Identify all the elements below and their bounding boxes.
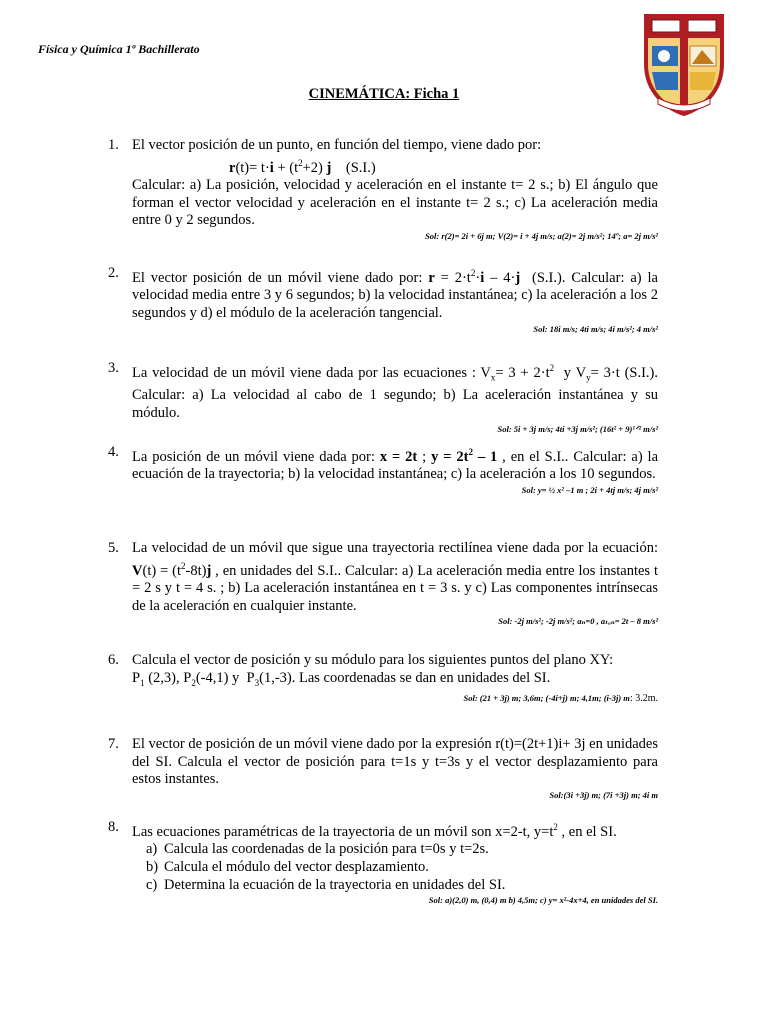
exercise-1 <box>108 137 658 242</box>
exercise-4 <box>108 444 658 496</box>
solution-extra: : 3.2m. <box>629 693 658 705</box>
solution: Sol: a)(2,0) m, (0,4) m b) 4,5m; c) y= x²-4x+4, en unidades del SI. <box>428 895 658 906</box>
solution: Sol: y= ½ x² –1 m ; 2i + 4tj m/s; 4j m/s² <box>521 485 658 496</box>
solution: Sol: 5i + 3j m/s; 4ti +3j m/s²; (16t² + 9)¹ᐟ² m/s² <box>497 423 658 434</box>
exercise-text: Calcular: a) La posición, velocidad y aceleración en el instante t= 2 s.; b) El ángulo que forman el vector velocidad y aceleración en el instante t= 2 s.; c) La aceleración media entre 0 y 2 segundos. <box>132 177 658 229</box>
exercise-number: 2. <box>108 265 119 281</box>
exercise-number: 1. <box>108 137 119 153</box>
exercise-text: El vector posición de un móvil viene dado por: $r = 2\cdot t^2\cdot i - 4\cdot j$ (S.I.). Calcular: a) la velocidad media entre 3 y 6 segundos; b) la velocidad instantánea; c) la aceleración a los 2 segundos y d) el módulo de la aceleración tangencial. Sol: 18i m/s; 4ti m/s; 4i m/s²; 4 m/s² <box>132 268 658 334</box>
solution-text: Sol: (21 + 3j) m; 3,6m; (-4i+j) m; 4,1m; (i-3j) m <box>463 693 630 704</box>
exercise-number: 4. <box>108 444 119 460</box>
solution: Sol: r(2)= 2i + 6j m; V(2)= i + 4j m/s; a(2)= 2j m/s²; 14º; a= 2j m/s² <box>425 230 658 241</box>
exercise-formula: $r(t)= t\cdot i + (t^2+2)$ j (S.I.) <box>229 157 376 176</box>
exercise-number: 6. <box>108 652 119 668</box>
exercise-8 <box>108 819 658 906</box>
exercise-number: 3. <box>108 360 119 376</box>
list-item: b) Calcula el módulo del vector desplazamiento. <box>146 859 429 876</box>
list-item: a) Calcula las coordenadas de la posición para t=0s y t=2s. <box>146 841 489 858</box>
exercise-text: Calcula el vector de posición y su módulo para los siguientes puntos del plano XY: <box>132 652 614 668</box>
exercise-text: El vector posición de un punto, en función del tiempo, viene dado por: <box>132 137 542 153</box>
page-title: CINEMÁTICA: Ficha 1 <box>308 86 460 102</box>
exercise-text: Las ecuaciones paramétricas de la trayectoria de un móvil son x=2-t, $y=t^2$ , en el SI. <box>132 822 617 840</box>
subquestion-list <box>132 841 658 894</box>
solution: Sol: 18i m/s; 4ti m/s; 4i m/s²; 4 m/s² <box>533 323 658 334</box>
exercise-3 <box>108 360 658 435</box>
list-item: c) Determina la ecuación de la trayectoria en unidades del SI. <box>146 876 506 893</box>
exercise-number: 8. <box>108 819 119 835</box>
exercise-text: La posición de un móvil viene dada por: x = 2t ; $y = 2t^2 - 1$ , en el S.I.. Calcular: a) la ecuación de la trayectoria; b) la velocidad instantánea; c) la aceleración a los 10 segundos. Sol: y= ½ x² –1 m ; 2i + 4tj m/s; 4j m/s² <box>132 447 659 496</box>
exercise-5 <box>108 540 658 627</box>
exercise-7 <box>108 736 658 801</box>
exercise-6 <box>108 652 658 704</box>
exercise-text: El vector de posición de un móvil viene dado por la expresión r(t)=(2t+1)i+ 3j en unidades del SI. Calcula el vector de posición para t=1s y t=3s y el vector desplazamiento para estos instantes. <box>132 736 658 788</box>
solution <box>132 693 658 704</box>
course-header: Física y Química 1º Bachillerato <box>38 42 200 56</box>
exercise-2 <box>108 265 658 335</box>
exercise-text: La velocidad de un móvil que sigue una trayectoria rectilínea viene dada por la ecuación: $V(t) = (t^2-8t)j$ , en unidades del S.I.. Calcular: a) La aceleración media entre los instantes t = 2 s y t = 4 s. ; b) La aceleración instantánea en t = 3 s. y c) Las componentes intrínsecas de la aceleración en cualquier instante. Sol: -2j m/s²; -2j m/s²; aₙ=0 , aₜₐₙ= 2t – 8 m/s² <box>132 540 658 627</box>
exercise-number: 5. <box>108 540 119 556</box>
solution: Sol: -2j m/s²; -2j m/s²; aₙ=0 , aₜₐₙ= 2t – 8 m/s² <box>498 616 658 627</box>
exercise-number: 7. <box>108 736 119 752</box>
exercise-points: $P_1$ (2,3), $P_2(-4,1)$ y $P_3(1,-3)$. Las coordenadas se dan en unidades del SI. <box>132 669 551 688</box>
exercise-text: La velocidad de un móvil viene dada por las ecuaciones : $V_x= 3 + 2\cdot t^2$ y $V_y= 3\cdot t$ (S.I.). Calcular: a) La velocidad al cabo de 1 segundo; b) La aceleración instantánea y su módulo. Sol: 5i + 3j m/s; 4ti +3j m/s²; (16t² + 9)¹ᐟ² m/s² <box>132 363 658 434</box>
solution: Sol:(3i +3j) m; (7i +3j) m; 4i m <box>549 789 658 800</box>
